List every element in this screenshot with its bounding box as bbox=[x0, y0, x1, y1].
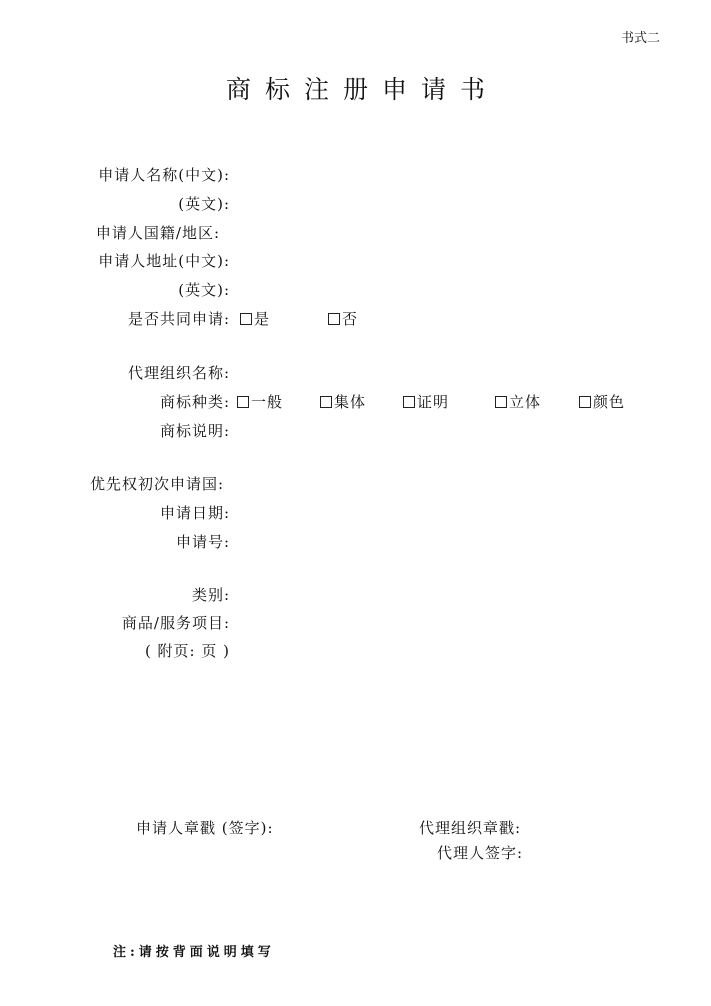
label-class: 类别: bbox=[191, 586, 230, 604]
agent-seal-label: 代理组织章戳: bbox=[419, 819, 522, 837]
option-label: 一般 bbox=[251, 393, 284, 411]
label-mark-description: 商标说明: bbox=[159, 422, 230, 440]
checkbox-icon[interactable] bbox=[237, 396, 249, 408]
mark-type-option-color[interactable] bbox=[579, 391, 625, 412]
label-agent-name: 代理组织名称: bbox=[127, 364, 230, 382]
applicant-seal-label: 申请人章戳 (签字): bbox=[136, 819, 274, 837]
joint-option-yes[interactable] bbox=[240, 308, 270, 329]
label-mark-type: 商标种类: bbox=[159, 393, 230, 411]
option-label: 集体 bbox=[334, 393, 367, 411]
label-priority-country: 优先权初次申请国: bbox=[89, 475, 224, 493]
mark-type-option-3d[interactable] bbox=[495, 391, 541, 412]
label-application-date: 申请日期: bbox=[159, 504, 230, 522]
checkbox-icon[interactable] bbox=[403, 396, 415, 408]
option-label: 证明 bbox=[417, 393, 450, 411]
label-applicant-name-cn: 申请人名称(中文): bbox=[98, 166, 230, 184]
option-label: 立体 bbox=[509, 393, 542, 411]
option-label: 否 bbox=[342, 310, 359, 328]
checkbox-icon[interactable] bbox=[240, 313, 252, 325]
mark-type-option-certification[interactable] bbox=[403, 391, 449, 412]
label-address-en: (英文): bbox=[178, 281, 230, 299]
form-code: 书式二 bbox=[620, 31, 660, 46]
page-title: 商标注册申请书 bbox=[225, 75, 499, 104]
joint-option-no[interactable] bbox=[328, 308, 358, 329]
footer-note: 注:请按背面说明填写 bbox=[113, 945, 275, 960]
checkbox-icon[interactable] bbox=[328, 313, 340, 325]
option-label: 颜色 bbox=[593, 393, 626, 411]
mark-type-option-general[interactable] bbox=[237, 391, 283, 412]
checkbox-icon[interactable] bbox=[320, 396, 332, 408]
label-address-cn: 申请人地址(中文): bbox=[98, 252, 230, 270]
label-applicant-name-en: (英文): bbox=[178, 195, 230, 213]
mark-type-option-collective[interactable] bbox=[320, 391, 366, 412]
checkbox-icon[interactable] bbox=[495, 396, 507, 408]
option-label: 是 bbox=[254, 310, 271, 328]
label-application-number: 申请号: bbox=[175, 533, 230, 551]
label-joint-application: 是否共同申请: bbox=[127, 310, 230, 328]
label-attached-pages: ( 附页: 页 ) bbox=[144, 642, 230, 660]
label-goods-services: 商品/服务项目: bbox=[121, 614, 230, 632]
label-nationality: 申请人国籍/地区: bbox=[95, 224, 220, 242]
checkbox-icon[interactable] bbox=[579, 396, 591, 408]
agent-signature-label: 代理人签字: bbox=[437, 844, 524, 862]
